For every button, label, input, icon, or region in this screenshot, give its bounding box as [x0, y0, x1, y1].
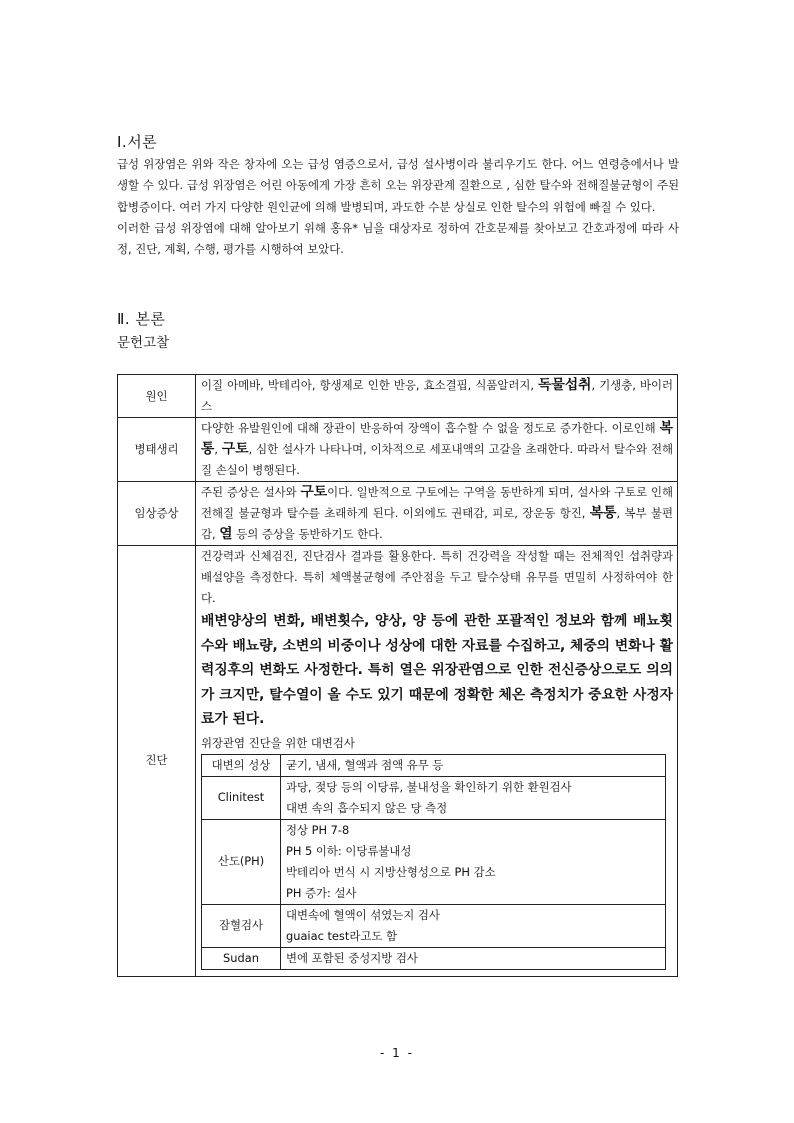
stool-test-desc [281, 754, 666, 776]
diagnosis-row [118, 546, 678, 977]
stool-test-line: 굳기, 냄새, 혈액과 점액 유무 등 [286, 757, 444, 772]
stool-test-desc [281, 904, 666, 947]
stool-test-label: 잠혈검사 [202, 904, 281, 947]
stool-test-line: 대변 속의 흡수되지 않은 당 측정 [286, 800, 448, 815]
literature-table [117, 374, 678, 977]
clinical-bold-3: 열 [219, 526, 233, 542]
patho-text-1: 다양한 유발원인에 대해 장관이 반응하여 장액이 흡수할 수 없을 정도로 증가한다. 이로인해 [201, 421, 660, 435]
stool-test-row [202, 776, 666, 819]
clinical-row [118, 482, 678, 546]
stool-test-line: PH 5 이하: 이당류불내성 [286, 843, 412, 858]
stool-test-table [201, 754, 666, 970]
patho-text [196, 418, 678, 482]
diagnosis-cell [196, 546, 678, 977]
clinical-label: 임상증상 [118, 482, 196, 546]
clinical-bold-1: 구토 [300, 484, 328, 500]
stool-test-caption: 위장관염 진단을 위한 대변검사 [201, 735, 355, 750]
clinical-text-3: , 복부 불편감, [201, 506, 673, 541]
stool-test-label: 산도(PH) [202, 819, 281, 904]
intro-text [117, 154, 679, 260]
cause-label: 원인 [118, 375, 196, 418]
diagnosis-label: 진단 [118, 546, 196, 977]
stool-test-line: PH 증가: 설사 [286, 885, 357, 900]
stool-test-line: 변에 포함된 중성지방 검사 [286, 950, 418, 965]
stool-test-line: 대변속에 혈액이 섞였는지 검사 [286, 907, 440, 922]
stool-test-line: 과당, 젖당 등의 이당류, 불내성을 확인하기 위한 환원검사 [286, 779, 572, 794]
diagnosis-bold-text: 배변양상의 변화, 배변횟수, 양상, 양 등에 관한 포괄적인 정보와 함께 배뇨횟수와 배뇨량, 소변의 비중이나 성상에 대한 자료를 수집하고, 체중의 변화나 활력징후의 변화도 사정한다. 특히 열은 위장관염으로 인한 전신증상으로도 의의가 크지만, 탈수열이 올 수도 있기 때문에 정확한 체온 측정치가 중요한 사정자료가 된다. [201, 613, 673, 727]
stool-test-desc [281, 947, 666, 969]
page-number: - 1 - [380, 1046, 414, 1060]
cause-text-part: 이질 아메바, 박테리아, 항생제로 인한 반응, 효소결핍, 식품알러지, [201, 378, 539, 392]
intro-paragraph-2: 이러한 급성 위장염에 대해 알아보기 위해 홍유* 님을 대상자로 정하여 간호문제를 찾아보고 간호과정에 따라 사정, 진단, 계획, 수행, 평가를 시행하여 보았다. [117, 220, 679, 257]
diagnosis-text: 건강력과 신체검진, 진단검사 결과를 활용한다. 특히 건강력을 작성할 때는 전체적인 섭취량과 배설양을 측정한다. 특히 체액불균형에 주안점을 두고 탈수상태 유무를 면밀히 사정하여야 한다. [201, 549, 673, 605]
clinical-text-1: 주된 증상은 설사와 [201, 485, 301, 499]
patho-bold-2: 구토 [221, 441, 249, 457]
patho-text-3: , 심한 설사가 나타나며, 이차적으로 세포내액의 고갈을 초래한다. 따라서 탈수와 전해질 손실이 병행된다. [201, 442, 674, 477]
section1-title: Ⅰ.서론 [117, 133, 158, 151]
stool-test-desc [281, 819, 666, 904]
stool-test-label: 대변의 성상 [202, 754, 281, 776]
section2-title: Ⅱ. 본론 [117, 310, 166, 328]
stool-test-line: guaiac test라고도 함 [286, 928, 397, 943]
cause-text-tail: , 기생충, 바이러스 [201, 378, 673, 413]
stool-test-desc [281, 776, 666, 819]
patho-label: 병태생리 [118, 418, 196, 482]
stool-test-line: 박테리아 번식 시 지방산형성으로 PH 감소 [286, 864, 496, 879]
clinical-text-2: 이다. 일반적으로 구토에는 구역을 동반하게 되며, 설사와 구토로 인해 전해질 불균형과 탈수를 초래하게 된다. 이외에도 권태감, 피로, 장운동 항진, [201, 485, 674, 520]
clinical-text [196, 482, 678, 546]
clinical-bold-2: 복통 [589, 505, 617, 521]
cause-text [196, 375, 678, 418]
stool-test-row [202, 819, 666, 904]
intro-paragraph-1: 급성 위장염은 위와 작은 창자에 오는 급성 염증으로서, 급성 설사병이라 불리우기도 한다. 어느 연령층에서나 발생할 수 있다. 급성 위장염은 어린 아동에게 가장 흔히 오는 위장관계 질환으로 , 심한 탈수와 전해질불균형이 주된 합병증이다. 여러 가지 다양한 원인균에 의해 발병되며, 과도한 수분 상실로 인한 탈수의 위험에 빠질 수 있다. [117, 157, 679, 214]
clinical-text-4: 등의 증상을 동반하기도 한다. [232, 527, 383, 541]
stool-test-row [202, 754, 666, 776]
stool-test-label: Sudan [202, 947, 281, 969]
literature-review-title: 문헌고찰 [117, 335, 170, 351]
cause-row [118, 375, 678, 418]
stool-test-row [202, 947, 666, 969]
stool-test-label: Clinitest [202, 776, 281, 819]
stool-test-line: 정상 PH 7-8 [286, 822, 350, 837]
stool-test-row [202, 904, 666, 947]
patho-row [118, 418, 678, 482]
patho-text-2: , [214, 442, 222, 456]
cause-bold: 독물섭취 [538, 377, 592, 393]
patho-bold-1: 복통 [201, 420, 673, 457]
